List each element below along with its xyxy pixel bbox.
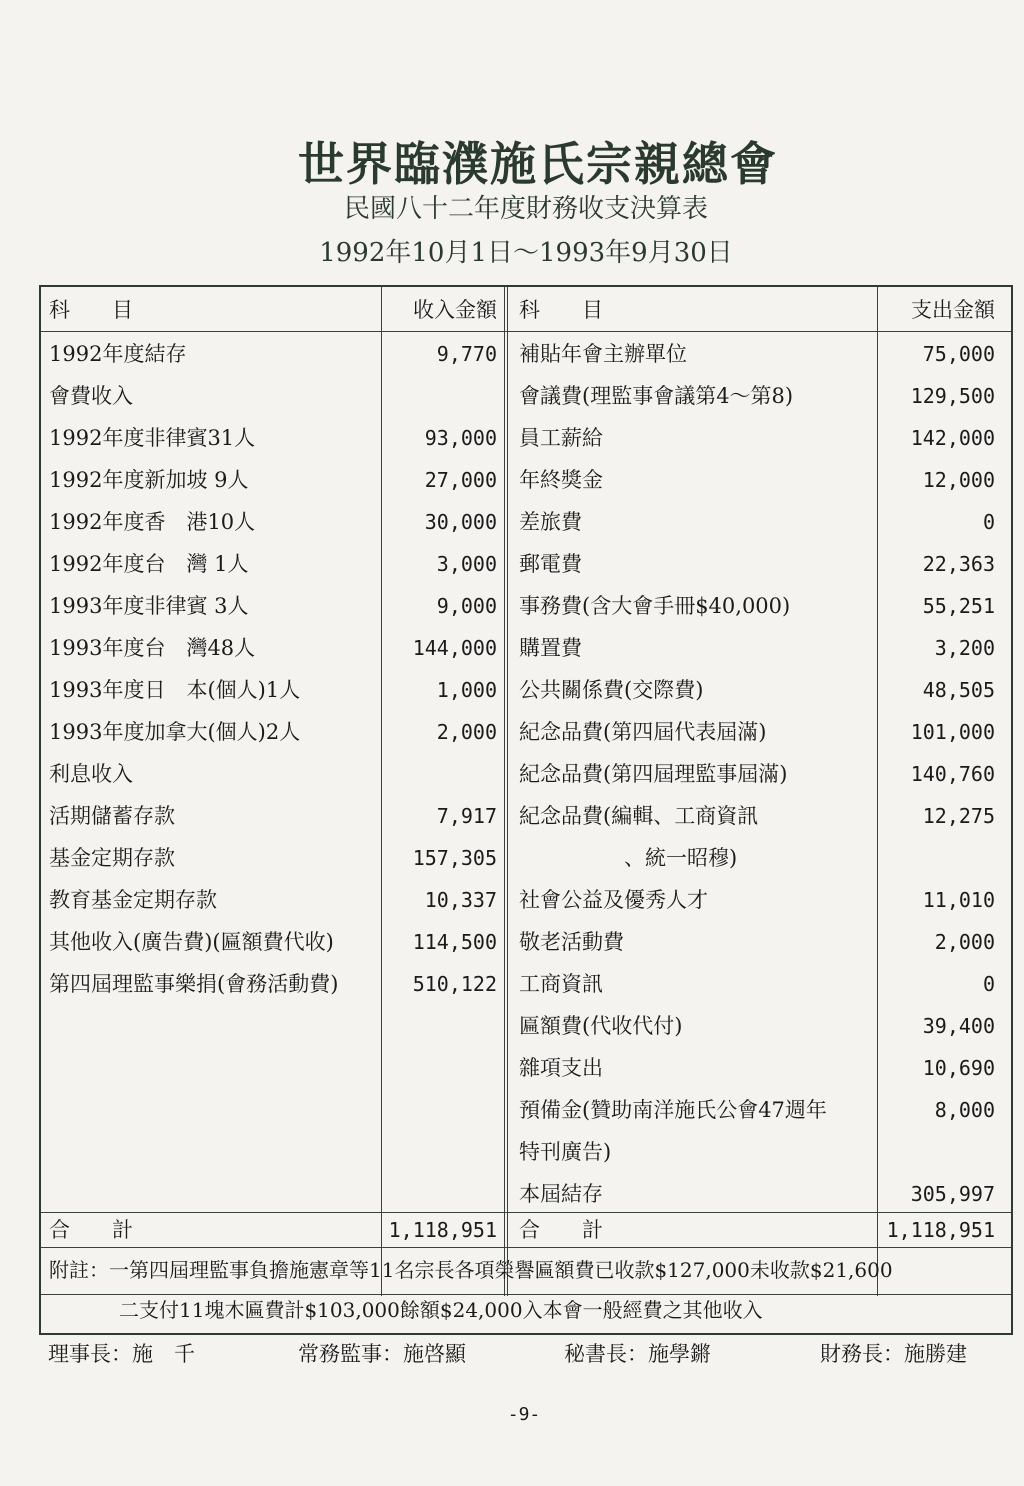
income-item: 1992年度台 灣 1人 [49, 552, 249, 576]
expense-amount: 11,010 [922, 888, 995, 912]
income-amount: 93,000 [424, 426, 497, 450]
expense-amount: 12,275 [922, 804, 995, 828]
expense-item: 本屆結存 [519, 1182, 603, 1206]
income-amount: 9,770 [436, 342, 497, 366]
income-amount: 27,000 [424, 468, 497, 492]
signature-secretary: 秘書長：施學鏘 [564, 1342, 711, 1366]
col-header-income-amount: 收入金額 [413, 298, 497, 322]
income-item: 1992年度非律賓31人 [49, 426, 256, 450]
income-item: 第四屆理監事樂捐(會務活動費) [49, 972, 339, 996]
expense-item: 紀念品費(編輯、工商資訊 [519, 804, 759, 828]
income-amount: 10,337 [424, 888, 497, 912]
income-item: 1992年度新加坡 9人 [49, 468, 249, 492]
expense-amount: 142,000 [910, 426, 995, 450]
expense-item: 購置費 [519, 636, 582, 660]
income-item: 活期儲蓄存款 [49, 804, 175, 828]
expense-amount [877, 837, 995, 879]
expense-item: 員工薪給 [519, 426, 603, 450]
expense-amount: 0 [982, 972, 995, 996]
date-range: 1992年10月1日～1993年9月30日 [319, 238, 733, 268]
expense-item: 工商資訊 [519, 972, 603, 996]
expense-amount: 39,400 [922, 1014, 995, 1038]
expense-item: 紀念品費(第四屆理監事屆滿) [519, 762, 788, 786]
expense-item: 社會公益及優秀人才 [519, 888, 708, 912]
income-amount: 1,000 [436, 678, 497, 702]
income-amount: 114,500 [412, 930, 497, 954]
income-item: 其他收入(廣告費)(匾額費代收) [49, 930, 334, 954]
expense-amount: 8,000 [934, 1098, 995, 1122]
income-item: 會費收入 [49, 384, 133, 408]
expense-amount: 3,200 [934, 636, 995, 660]
expense-item: 公共關係費(交際費) [519, 678, 704, 702]
expense-item: 預備金(贊助南洋施氏公會47週年 [519, 1098, 827, 1122]
income-amount [381, 753, 497, 795]
signature-chairman: 理事長：施 千 [48, 1342, 195, 1366]
expense-amount: 129,500 [910, 384, 995, 408]
signature-treasurer: 財務長：施勝建 [820, 1342, 967, 1366]
signature-row [48, 1338, 988, 1374]
expense-amount: 101,000 [910, 720, 995, 744]
income-item: 教育基金定期存款 [49, 888, 217, 912]
expense-amount: 305,997 [910, 1182, 995, 1206]
income-item: 1993年度日 本(個人)1人 [49, 678, 301, 702]
expense-item: 敬老活動費 [519, 930, 624, 954]
expense-amount: 12,000 [922, 468, 995, 492]
income-item: 1993年度台 灣48人 [49, 636, 256, 660]
page-title: 世界臨濮施氏宗親總會 [298, 137, 778, 191]
expense-item: 紀念品費(第四屆代表屆滿) [519, 720, 767, 744]
expense-amount [877, 1131, 995, 1173]
income-amount: 144,000 [412, 636, 497, 660]
expense-amount: 2,000 [934, 930, 995, 954]
expense-amount: 10,690 [922, 1056, 995, 1080]
note-line-2: 二支付11塊木匾費計$103,000餘額$24,000入本會一般經費之其他收入 [119, 1298, 763, 1322]
income-amount: 510,122 [412, 972, 497, 996]
signature-supervisor: 常務監事：施啓顯 [298, 1342, 466, 1366]
expense-amount: 55,251 [922, 594, 995, 618]
page-number: -9- [507, 1404, 541, 1425]
expense-amount: 0 [982, 510, 995, 534]
expense-amount: 48,505 [922, 678, 995, 702]
income-amount: 2,000 [436, 720, 497, 744]
income-item: 1993年度非律賓 3人 [49, 594, 249, 618]
financial-table [39, 285, 1013, 1335]
income-amount: 3,000 [436, 552, 497, 576]
expense-item: 特刊廣告) [519, 1140, 612, 1164]
expense-amount: 75,000 [922, 342, 995, 366]
expense-item: 事務費(含大會手冊$40,000) [519, 594, 791, 618]
table-divider [504, 287, 505, 1296]
expense-item: 、統一昭穆) [519, 846, 738, 870]
income-item: 1993年度加拿大(個人)2人 [49, 720, 301, 744]
income-item: 1992年度結存 [49, 342, 187, 366]
income-total-label: 合 計 [49, 1218, 133, 1242]
income-amount: 157,305 [412, 846, 497, 870]
expense-item: 雜項支出 [519, 1056, 603, 1080]
income-amount: 9,000 [436, 594, 497, 618]
expense-total-label: 合 計 [519, 1218, 603, 1242]
expense-item: 年終獎金 [519, 468, 603, 492]
income-item: 基金定期存款 [49, 846, 175, 870]
expense-total-value: 1,118,951 [886, 1218, 995, 1242]
expense-amount: 22,363 [922, 552, 995, 576]
expense-item: 郵電費 [519, 552, 582, 576]
income-amount: 7,917 [436, 804, 497, 828]
income-item: 1992年度香 港10人 [49, 510, 256, 534]
expense-item: 補貼年會主辦單位 [519, 342, 687, 366]
expense-amount: 140,760 [910, 762, 995, 786]
income-amount [381, 375, 497, 417]
col-header-expense-amount: 支出金額 [911, 298, 995, 322]
table-divider [507, 287, 508, 1296]
income-item: 利息收入 [49, 762, 133, 786]
col-header-expense-item: 科 目 [519, 298, 603, 322]
col-header-income-item: 科 目 [49, 298, 133, 322]
note-line-1: 附註：一第四屆理監事負擔施憲章等11名宗長各項榮譽匾額費已收款$127,000未收款$21,600 [49, 1258, 893, 1282]
expense-item: 匾額費(代收代付) [519, 1014, 683, 1038]
income-amount: 30,000 [424, 510, 497, 534]
page-subtitle: 民國八十二年度財務收支決算表 [343, 194, 708, 224]
income-total-value: 1,118,951 [388, 1218, 497, 1242]
expense-item: 會議費(理監事會議第4～第8) [519, 384, 794, 408]
expense-item: 差旅費 [519, 510, 582, 534]
table-divider [41, 331, 1011, 332]
